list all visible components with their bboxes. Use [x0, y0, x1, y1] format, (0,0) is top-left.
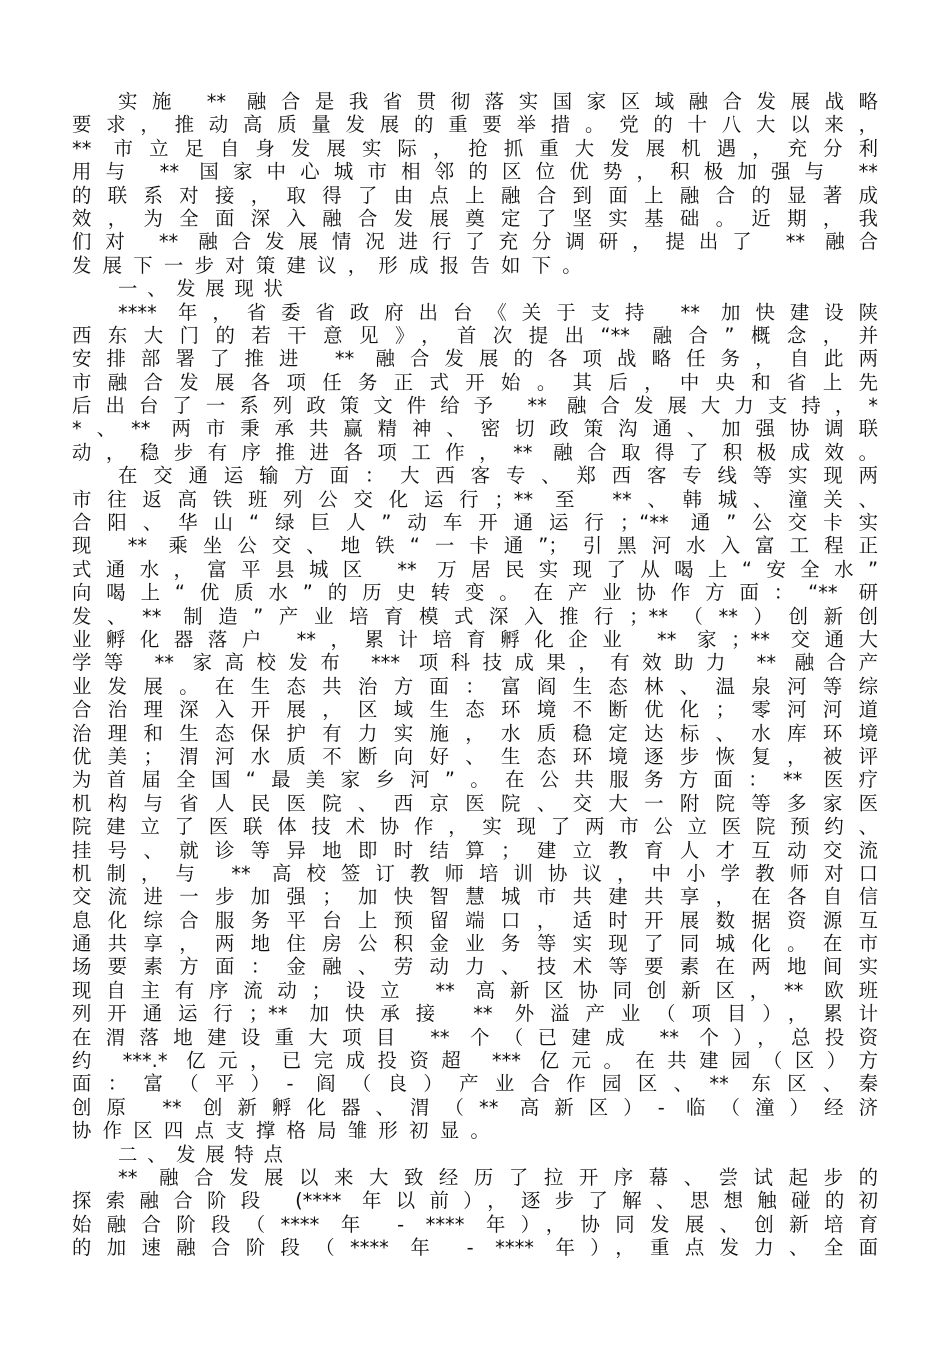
text-line: 在交通运输方面：大西客专、郑西客专线等实现两 — [118, 464, 878, 488]
text-line: 的联系对接，取得了由点上融合到面上融合的显著成 — [72, 183, 878, 207]
text-line: 们对 ** 融合发展情况进行了充分调研，提出了 ** 融合 — [72, 230, 878, 254]
section-heading: 一、发展现状 — [118, 277, 293, 301]
text-line: 为首届全国“最美家乡河”。在公共服务方面：** 医疗 — [72, 768, 878, 792]
text-line: 院建立了医联体技术协作，实现了两市公立医院预约、 — [72, 815, 878, 839]
text-line: 要求，推动高质量发展的重要举措。党的十八大以来， — [72, 113, 878, 137]
text-line: 后出台了一系列政策文件给予 ** 融合发展大力支持，* — [72, 394, 878, 418]
text-line: 安排部署了推进 ** 融合发展的各项战略任务，自此两 — [72, 347, 878, 371]
text-line: 机制，与 ** 高校签订教师培训协议，中小学教师对口 — [72, 861, 878, 885]
text-line: 协作区四点支撑格局雏形初显。 — [72, 1119, 501, 1143]
text-line: 创原 ** 创新孵化器、渭（** 高新区）- 临（潼）经济 — [72, 1095, 878, 1119]
text-line: 动，稳步有序推进各项工作，** 融合取得了积极成效。 — [72, 440, 878, 464]
text-line: 现自主有序流动；设立 ** 高新区协同创新区，** 欧班 — [72, 978, 878, 1002]
text-line: 合阳、华山“绿巨人”动车开通运行；“** 通”公交卡实 — [72, 511, 878, 535]
text-line: 业发展。在生态共治方面：富阎生态林、温泉河等综 — [72, 674, 878, 698]
text-line: 机构与省人民医院、西京医院、交大一附院等多家医 — [72, 791, 878, 815]
text-line: 实施 ** 融合是我省贯彻落实国家区域融合发展战略 — [118, 90, 878, 113]
text-line: 向喝上“优质水”的历史转变。在产业协作方面：“** 研 — [72, 581, 878, 605]
text-line: 发、** 制造”产业培育模式深入推行；**（**）创新创 — [72, 604, 878, 628]
text-line: 息化综合服务平台上预留端口，适时开展数据资源互 — [72, 908, 878, 932]
text-line: 发展下一步对策建议，形成报告如下。 — [72, 253, 593, 277]
text-line: 面：富（平）- 阎（良）产业合作园区、** 东区、秦 — [72, 1072, 878, 1096]
text-line: 市往返高铁班列公交化运行；** 至 **、韩城、潼关、 — [72, 487, 878, 511]
text-line: 约 ***.* 亿元，已完成投资超 *** 亿元。在共建园（区）方 — [72, 1049, 878, 1073]
text-line: 优美；渭河水质不断向好、生态环境逐步恢复，被评 — [72, 744, 878, 768]
text-line: 探索融合阶段 (**** 年以前），逐步了解、思想触碰的初 — [72, 1189, 878, 1213]
text-line: 学等 ** 家高校发布 *** 项科技成果，有效助力 ** 融合产 — [72, 651, 878, 675]
document-page — [72, 90, 878, 1260]
text-line: 式通水，富平县城区 ** 万居民实现了从喝上“安全水” — [72, 557, 878, 581]
text-line: 现 ** 乘坐公交、地铁“一卡通”；引黑河水入富工程正 — [72, 534, 878, 558]
text-line: 挂号、就诊等异地即时结算；建立教育人才互动交流 — [72, 838, 878, 862]
text-line: 通共享，两地住房公积金业务等实现了同城化。在市 — [72, 932, 878, 956]
text-line: **** 年，省委省政府出台《关于支持 ** 加快建设陕 — [118, 300, 878, 324]
text-line: 始融合阶段（**** 年 - **** 年），协同发展、创新培育 — [72, 1212, 878, 1236]
text-line: 在渭落地建设重大项目 ** 个（已建成 ** 个），总投资 — [72, 1025, 878, 1049]
text-line: *、** 两市秉承共赢精神、密切政策沟通、加强协调联 — [72, 417, 878, 441]
text-line: 市融合发展各项任务正式开始。其后，中央和省上先 — [72, 370, 878, 394]
text-line: 的加速融合阶段（**** 年 - **** 年），重点发力、全面 — [72, 1236, 878, 1260]
text-line: 合治理深入开展，区域生态环境不断优化；零河河道 — [72, 698, 878, 722]
text-line: 西东大门的若干意见》，首次提出“** 融合”概念，并 — [72, 323, 878, 347]
text-line: 交流进一步加强；加快智慧城市共建共享，在各自信 — [72, 885, 878, 909]
text-line: 治理和生态保护有力实施，水质稳定达标、水库环境 — [72, 721, 878, 745]
text-line: ** 市立足自身发展实际，抢抓重大发展机遇，充分利 — [72, 136, 878, 160]
text-line: 业孵化器落户 **，累计培育孵化企业 ** 家；** 交通大 — [72, 627, 878, 651]
section-heading: 二、发展特点 — [118, 1142, 293, 1166]
text-line: 列开通运行；** 加快承接 ** 外溢产业（项目），累计 — [72, 1002, 878, 1026]
text-line: ** 融合发展以来大致经历了拉开序幕、尝试起步的 — [118, 1165, 878, 1189]
text-line: 场要素方面：金融、劳动力、技术等要素在两地间实 — [72, 955, 878, 979]
text-line: 效，为全面深入融合发展奠定了坚实基础。近期，我 — [72, 206, 878, 230]
text-line: 用与 ** 国家中心城市相邻的区位优势，积极加强与 ** — [72, 160, 878, 184]
